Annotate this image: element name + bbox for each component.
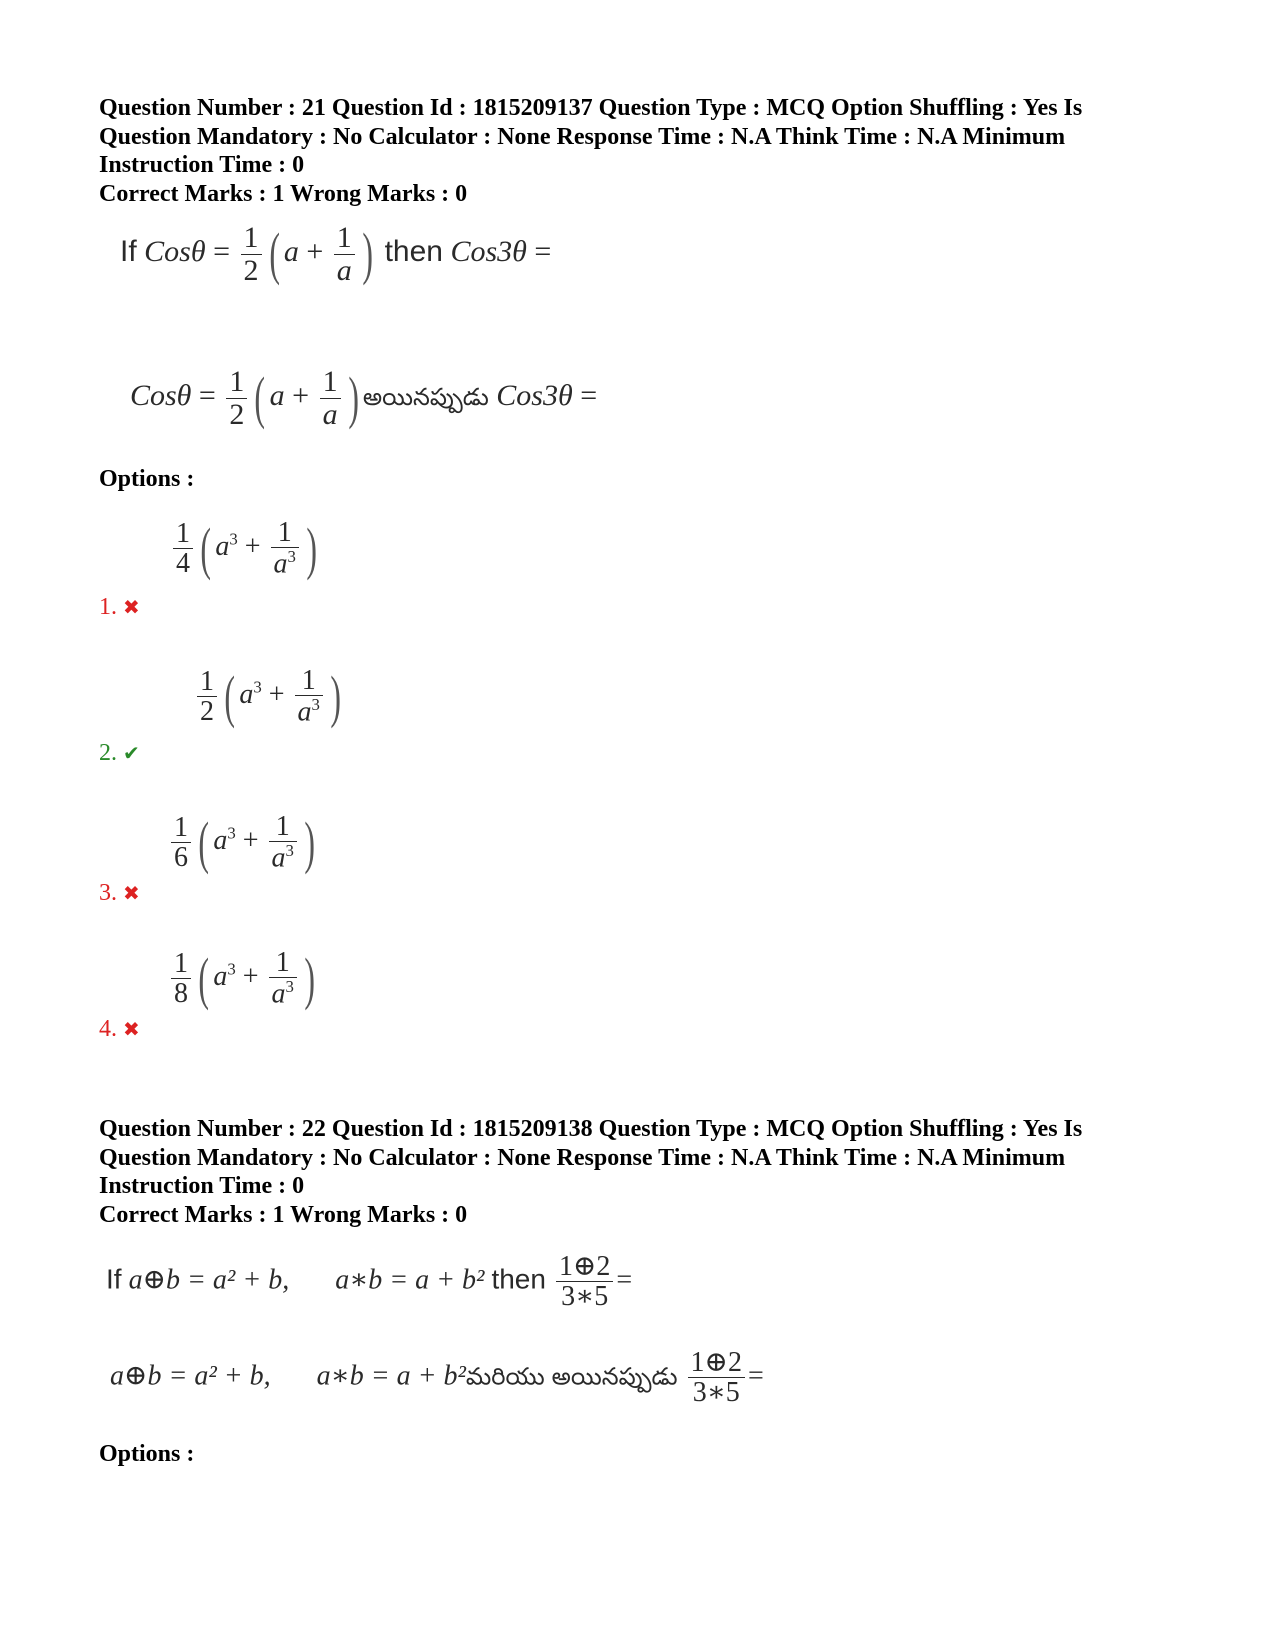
option-number: 2. (99, 740, 117, 766)
var-a: a (283, 234, 299, 268)
fraction-one-over-a: $\frac{1}{a}$ (320, 366, 341, 430)
definition-star: a∗b = a + b² (316, 1360, 466, 1392)
option-number: 3. (99, 880, 117, 906)
fraction-half: $\frac{1}{2}$ (241, 222, 262, 286)
telugu-word-when: అయినప్పుడు (551, 1362, 678, 1391)
fraction-expression: $\frac{1\oplus 2}{3∗5}$ (688, 1348, 745, 1408)
definition-oplus: a⊕b = a² + b, (128, 1264, 290, 1296)
cos-3-theta: Cos3θ (496, 378, 573, 412)
cos-3-theta: Cos3θ (450, 234, 527, 268)
then-word: then (491, 1263, 546, 1295)
var-a: a (269, 378, 285, 412)
question-21-telugu-statement: Cosθ = $\frac{1}{2}$ ( a + $\frac{1}{a}$ ) అయినప్పుడు Cos3θ = (130, 365, 598, 431)
option-4[interactable] (99, 1016, 140, 1043)
check-icon: ✔ (123, 743, 140, 765)
question-22-telugu-statement (110, 1348, 764, 1408)
cos-theta: Cosθ (144, 234, 206, 268)
option-2[interactable] (99, 740, 140, 767)
option-number: 1. (99, 594, 117, 620)
option-3[interactable] (99, 880, 140, 907)
equals-sign: = (198, 378, 216, 412)
telugu-word-and: మరియు (465, 1362, 545, 1391)
question-21-options-label: Options : (99, 466, 195, 492)
definition-oplus: a⊕b = a² + b, (110, 1360, 271, 1392)
option-number: 4. (99, 1016, 117, 1042)
option-4-expression: $\frac{1}{8}$ ( $a^3$ + $\frac{1}{a^3}$ ) (168, 948, 319, 1009)
telugu-word: అయినప్పుడు (362, 382, 489, 411)
option-3-expression: $\frac{1}{6}$ ( $a^3$ + $\frac{1}{a^3}$ ) (168, 812, 319, 873)
equals-sign: = (748, 1360, 764, 1392)
cos-theta: Cosθ (130, 378, 192, 412)
fraction-half: $\frac{1}{2}$ (226, 366, 247, 430)
fraction-one-over-a: $\frac{1}{a}$ (334, 222, 355, 286)
question-21-english-statement: If Cosθ = $\frac{1}{2}$ ( a + $\frac{1}{a}$ ) then Cos3θ = (120, 221, 552, 287)
option-2-expression: $\frac{1}{2}$ ( $a^3$ + $\frac{1}{a^3}$ ) (194, 666, 345, 727)
question-22-marks: Correct Marks : 1 Wrong Marks : 0 (99, 1202, 468, 1228)
plus-sign: + (306, 234, 324, 268)
definition-star: a∗b = a + b² (335, 1264, 485, 1296)
question-22-english-statement (106, 1252, 632, 1312)
option-1-expression: $\frac{1}{4}$ ( $a^3$ + $\frac{1}{a^3}$ ) (170, 518, 321, 579)
equals-sign: = (213, 234, 231, 268)
equals-sign: = (616, 1264, 633, 1296)
cross-icon: ✖ (123, 1019, 140, 1041)
question-21-header: Question Number : 21 Question Id : 1815209137 Question Type : MCQ Option Shuffling : Yes Is Question Mandatory : No Calculator : None Response Time : N.A Think Time : N.A Minimum Instruction Time : 0 (99, 95, 1083, 178)
fraction-expression: $\frac{1\oplus 2}{3∗5}$ (556, 1252, 613, 1312)
equals-sign: = (534, 234, 552, 268)
if-word: If (120, 234, 137, 268)
cross-icon: ✖ (123, 597, 140, 619)
then-word: then (384, 234, 443, 268)
if-word: If (106, 1263, 122, 1295)
question-22-options-label: Options : (99, 1441, 195, 1467)
plus-sign: + (292, 378, 310, 412)
question-22-header: Question Number : 22 Question Id : 1815209138 Question Type : MCQ Option Shuffling : Yes Is Question Mandatory : No Calculator : None Response Time : N.A Think Time : N.A Minimum Instruction Time : 0 (99, 1116, 1083, 1199)
equals-sign: = (580, 378, 598, 412)
cross-icon: ✖ (123, 883, 140, 905)
option-1[interactable] (99, 594, 140, 621)
question-21-marks: Correct Marks : 1 Wrong Marks : 0 (99, 181, 468, 207)
